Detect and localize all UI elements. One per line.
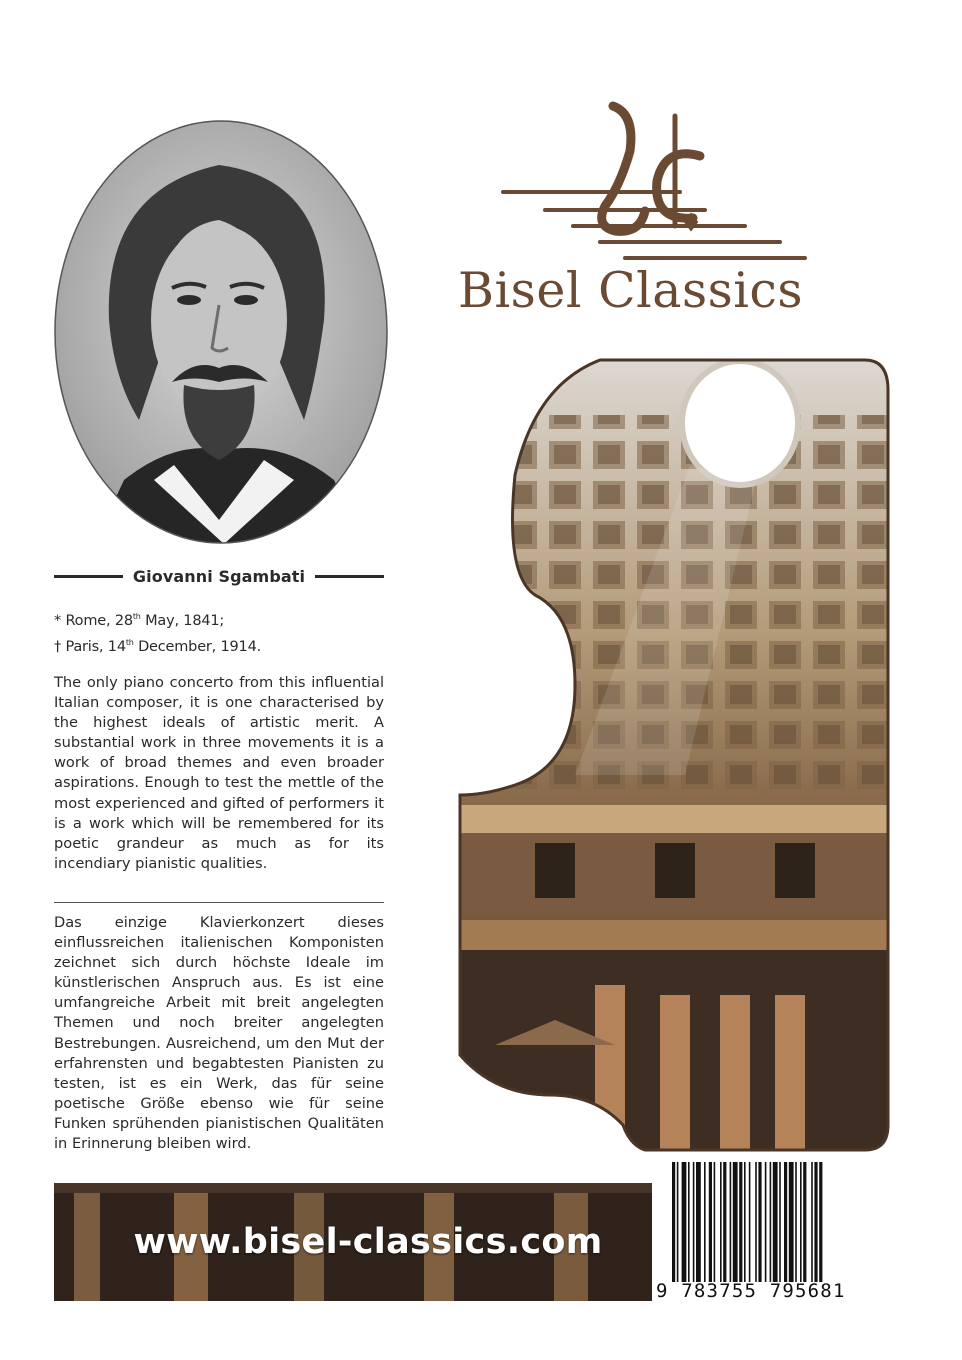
barcode-number: 9 783755 795681 [656,1280,846,1302]
heading-rule-right [315,575,384,578]
death-ordinal: th [125,638,134,647]
death-text-end: December, 1914. [133,639,262,655]
barcode-bars [672,1162,877,1282]
life-dates [54,606,384,658]
bisel-classics-logo-icon [495,96,815,264]
pantheon-dome-image [455,355,893,1155]
heading-rule-left [54,575,123,578]
description-english: The only piano concerto from this influential Italian composer, it is one characterised by the highest ideals of artistic merit. A substantial work in three movements it is a work of broad themes and even broader aspirations. Enough to test the mettle of the most experienced and gifted of performers it is a work which will be remembered for its poetic grandeur as much as for its incendiary pianistic qualities. [54,674,384,872]
birth-text-end: May, 1841; [140,613,225,629]
composer-heading [54,563,384,589]
birth-ordinal: th [132,612,141,621]
publisher-name: Bisel Classics [458,262,803,319]
composer-portrait [54,120,388,544]
website-url[interactable]: www.bisel-classics.com [133,1222,603,1262]
birth-line [54,606,384,632]
language-divider [54,902,384,903]
death-text: † Paris, 14 [54,639,126,655]
description-german: Das einzige Klavierkonzert dieses einflussreichen italienischen Komponisten zeichnet sich durch höchste Ideale im künstlerischen Anspruch aus. Es ist eine umfangreiche Arbeit mit breit angelegten Themen und noch breiter angelegten Bestrebungen. Ausreichend, um den Mut der erfahrensten und begabtesten Pianisten zu testen, ist es ein Werk, das für seine poetische Größe ebenso wie für seine Funken sprühenden pianistischen Qualitäten in Erinnerung bleiben wird. [54,914,384,1153]
isbn-barcode [652,1156,882,1308]
birth-text: * Rome, 28 [54,613,133,629]
death-line [54,632,384,658]
composer-name: Giovanni Sgambati [132,566,306,586]
